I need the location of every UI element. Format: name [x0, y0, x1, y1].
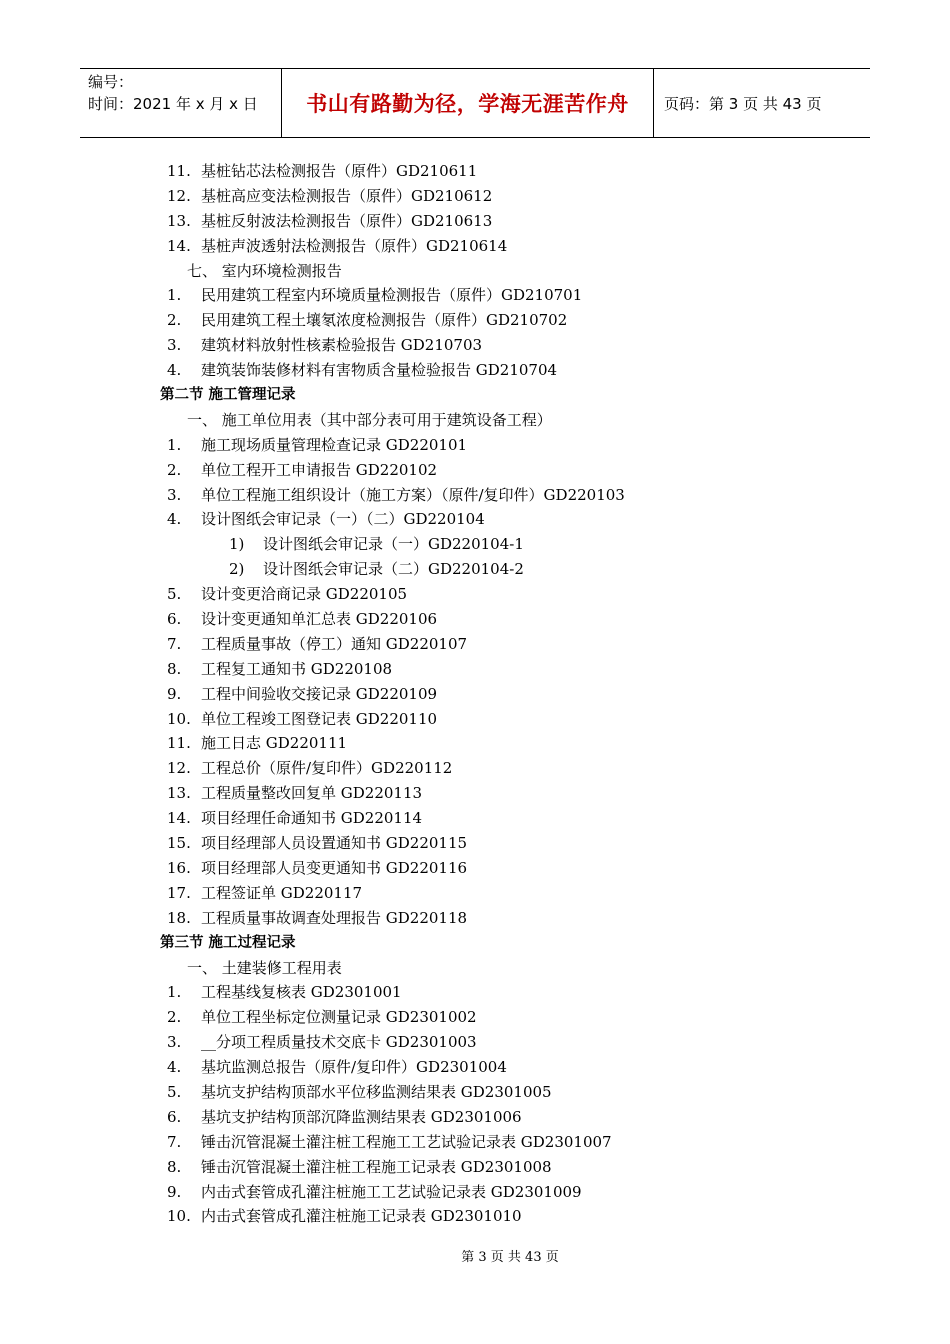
list-item — [0, 1080, 950, 1105]
list-item — [0, 1105, 950, 1130]
list-item — [0, 507, 950, 532]
list-item — [0, 159, 950, 184]
list-item — [0, 980, 950, 1005]
list-item — [0, 1155, 950, 1180]
item-text: 设计图纸会审记录（一）GD220104-1 — [263, 535, 524, 554]
list-item — [0, 881, 950, 906]
item-number: 14. — [167, 809, 191, 828]
section-heading — [0, 931, 950, 956]
item-number: 15. — [167, 834, 191, 853]
list-item — [0, 731, 950, 756]
item-number: 8. — [167, 1157, 182, 1176]
item-text: 基桩反射波法检测报告（原件）GD210613 — [201, 211, 493, 230]
section-heading — [0, 383, 950, 408]
item-number: 11. — [167, 734, 191, 753]
item-text: 工程中间验收交接记录 GD220109 — [201, 684, 438, 703]
item-number: 13. — [167, 211, 191, 230]
list-item — [0, 1005, 950, 1030]
item-text: 设计变更洽商记录 GD220105 — [201, 585, 408, 604]
item-number: 4. — [167, 361, 182, 380]
item-text: 工程质量事故调查处理报告 GD220118 — [201, 908, 468, 927]
item-number: 1. — [167, 286, 182, 305]
item-number: 1. — [167, 435, 182, 454]
list-item — [0, 582, 950, 607]
footer-page-number: 第 3 页 共 43 页 — [461, 1250, 559, 1265]
list-item — [0, 283, 950, 308]
list-item — [0, 682, 950, 707]
item-number: 10. — [167, 1207, 191, 1226]
list-item — [0, 1204, 950, 1229]
item-text: 内击式套管成孔灌注桩施工记录表 GD2301010 — [201, 1207, 522, 1226]
list-item — [0, 806, 950, 831]
list-item — [0, 1130, 950, 1155]
item-text: 基桩高应变法检测报告（原件）GD210612 — [201, 186, 493, 205]
item-text: 民用建筑工程室内环境质量检测报告（原件）GD210701 — [201, 286, 583, 305]
item-number: 4. — [167, 1058, 182, 1077]
item-number: 9. — [167, 684, 182, 703]
item-text: 设计图纸会审记录（一）（二）GD220104 — [201, 510, 485, 529]
document-body — [0, 159, 950, 1229]
item-text: 民用建筑工程土壤氡浓度检测报告（原件）GD210702 — [201, 311, 568, 330]
list-item — [0, 234, 950, 259]
item-number: 12. — [167, 186, 191, 205]
item-text: 工程质量整改回复单 GD220113 — [201, 784, 423, 803]
item-text: 项目经理任命通知书 GD220114 — [201, 809, 423, 828]
item-number: 2. — [167, 460, 182, 479]
item-text: 项目经理部人员变更通知书 GD220116 — [201, 858, 468, 877]
item-text: 工程签证单 GD220117 — [201, 883, 363, 902]
item-number: 11. — [167, 162, 191, 180]
list-item — [0, 308, 950, 333]
item-text: 锤击沉管混凝土灌注桩工程施工工艺试验记录表 GD2301007 — [201, 1132, 612, 1151]
document-time-label: 时间：2021 年 x 月 x 日 — [88, 95, 258, 113]
item-number: 13. — [167, 784, 191, 803]
list-item — [0, 1055, 950, 1080]
item-text: 工程质量事故（停工）通知 GD220107 — [201, 634, 468, 653]
list-item — [0, 831, 950, 856]
list-item — [0, 458, 950, 483]
item-text: 基桩声波透射法检测报告（原件）GD210614 — [201, 236, 508, 255]
page-header — [80, 68, 870, 138]
item-number: 3. — [167, 485, 182, 504]
list-item — [0, 856, 950, 881]
item-text: 项目经理部人员设置通知书 GD220115 — [201, 834, 468, 853]
list-item — [0, 1030, 950, 1055]
item-number: 18. — [167, 908, 191, 927]
document-number-label: 编号： — [88, 73, 134, 91]
item-text: 工程复工通知书 GD220108 — [201, 659, 393, 678]
item-text: __分项工程质量技术交底卡 GD2301003 — [201, 1033, 477, 1052]
item-text: 单位工程开工申请报告 GD220102 — [201, 460, 438, 479]
item-text: 单位工程竣工图登记表 GD220110 — [201, 709, 438, 728]
item-text: 工程总价（原件/复印件）GD220112 — [201, 759, 453, 778]
item-number: 7. — [167, 1132, 182, 1151]
item-text: 内击式套管成孔灌注桩施工工艺试验记录表 GD2301009 — [201, 1182, 582, 1201]
item-text: 锤击沉管混凝土灌注桩工程施工记录表 GD2301008 — [201, 1157, 552, 1176]
list-item — [0, 358, 950, 383]
header-motto: 书山有路勤为径，学海无涯苦作舟 — [282, 69, 654, 137]
list-item — [0, 906, 950, 931]
list-item — [0, 483, 950, 508]
item-number: 1) — [229, 535, 245, 554]
item-number: 1. — [167, 983, 182, 1002]
item-text: 建筑装饰装修材料有害物质含量检验报告 GD210704 — [201, 361, 558, 380]
sub-list-item — [0, 557, 950, 582]
list-item — [0, 1180, 950, 1205]
item-text: 一、 土建装修工程用表 — [187, 958, 342, 977]
item-number: 8. — [167, 659, 182, 678]
item-text: 七、 室内环境检测报告 — [187, 261, 342, 280]
sub-list-item — [0, 532, 950, 557]
item-text: 单位工程坐标定位测量记录 GD2301002 — [201, 1008, 477, 1027]
item-text: 工程基线复核表 GD2301001 — [201, 983, 402, 1002]
header-page-code: 页码：第 3 页 共 43 页 — [664, 94, 822, 113]
item-number: 2. — [167, 311, 182, 330]
item-number: 5. — [167, 1082, 182, 1101]
item-number: 6. — [167, 1107, 182, 1126]
item-number: 2) — [229, 560, 245, 579]
header-meta — [80, 69, 282, 137]
category-heading — [0, 956, 950, 981]
item-number: 17. — [167, 883, 191, 902]
list-item — [0, 209, 950, 234]
item-number: 10. — [167, 709, 191, 728]
item-text: 施工现场质量管理检查记录 GD220101 — [201, 435, 468, 454]
item-text: 基桩钻芯法检测报告（原件）GD210611 — [201, 162, 478, 180]
item-number: 12. — [167, 759, 191, 778]
list-item — [0, 333, 950, 358]
item-number: 3. — [167, 336, 182, 355]
item-number: 4. — [167, 510, 182, 529]
item-number: 3. — [167, 1033, 182, 1052]
category-heading — [0, 408, 950, 433]
item-text: 第三节 施工过程记录 — [160, 934, 296, 951]
list-item — [0, 184, 950, 209]
item-number: 5. — [167, 585, 182, 604]
item-text: 设计变更通知单汇总表 GD220106 — [201, 610, 438, 629]
item-text: 设计图纸会审记录（二）GD220104-2 — [263, 560, 524, 579]
list-item — [0, 632, 950, 657]
item-text: 基坑支护结构顶部水平位移监测结果表 GD2301005 — [201, 1082, 552, 1101]
item-number: 2. — [167, 1008, 182, 1027]
item-text: 单位工程施工组织设计（施工方案）（原件/复印件）GD220103 — [201, 485, 625, 504]
item-number: 6. — [167, 610, 182, 629]
list-item — [0, 707, 950, 732]
item-text: 施工日志 GD220111 — [201, 734, 348, 753]
list-item — [0, 657, 950, 682]
list-item — [0, 781, 950, 806]
item-text: 基坑支护结构顶部沉降监测结果表 GD2301006 — [201, 1107, 522, 1126]
item-text: 一、 施工单位用表（其中部分表可用于建筑设备工程） — [187, 410, 552, 429]
category-heading — [0, 259, 950, 284]
page-footer — [0, 1246, 950, 1265]
item-number: 14. — [167, 236, 191, 255]
item-number: 9. — [167, 1182, 182, 1201]
list-item — [0, 756, 950, 781]
list-item — [0, 607, 950, 632]
item-text: 建筑材料放射性核素检验报告 GD210703 — [201, 336, 483, 355]
item-text: 基坑监测总报告（原件/复印件）GD2301004 — [201, 1058, 507, 1077]
item-number: 16. — [167, 858, 191, 877]
list-item — [0, 433, 950, 458]
item-text: 第二节 施工管理记录 — [160, 387, 296, 404]
item-number: 7. — [167, 634, 182, 653]
